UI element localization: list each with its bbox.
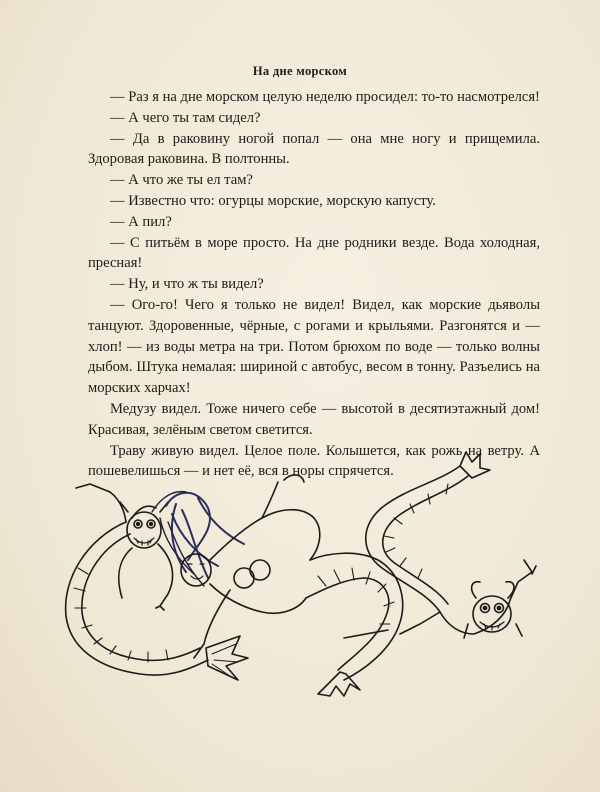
paragraph: — Раз я на дне морском целую неделю просидел: то-то насмотрелся! [110,89,540,105]
paragraph: — Ого-го! Чего я только не видел! Видел, как морские дьяволы танцуют. Здоровенные, чёрные, с рогами и крыльями. Разгонятся и — хлоп! — из воды метра на три. Потом брюхом по воде — только волны дыбом. Штука немалая: шириной с автобус, весом в тонну. Разъелись на морских харчах! [88,296,540,397]
paragraph: Медузу видел. Тоже ничего себе — высотой в десятиэтажный дом! Красивая, зелёным светом светится. [88,400,540,438]
mermaid-illustration [48,448,560,698]
story-text [88,87,540,482]
right-fin [460,452,490,478]
paragraph: — Да в раковину ногой попал — она мне ногу и прищемила. Здоровая раковина. В полтонны. [88,130,540,168]
paragraph: — А чего ты там сидел? [110,109,261,126]
paragraph: — Известно что: огурцы морские, морскую капусту. [110,192,436,209]
right-creature-body [344,560,536,638]
paragraph: — А пил? [110,213,172,230]
paragraph: — А что же ты ел там? [110,172,253,189]
left-creature-body [76,484,156,522]
paragraph: Траву живую видел. Целое поле. Колышется, как рожь на ветру. А пошевелишься — и нет её, вся в норы спрячется. [88,442,540,480]
mermaid-body [210,475,320,613]
left-tail [66,522,208,675]
chapter-title: На дне морском [252,64,348,78]
paragraph: — Ну, и что ж ты видел? [110,276,264,293]
mermaid-hair [166,493,244,578]
mermaid-tail [306,578,389,670]
paragraph: — С питьём в море просто. На дне родники везде. Вода холодная, пресная! [88,234,540,272]
